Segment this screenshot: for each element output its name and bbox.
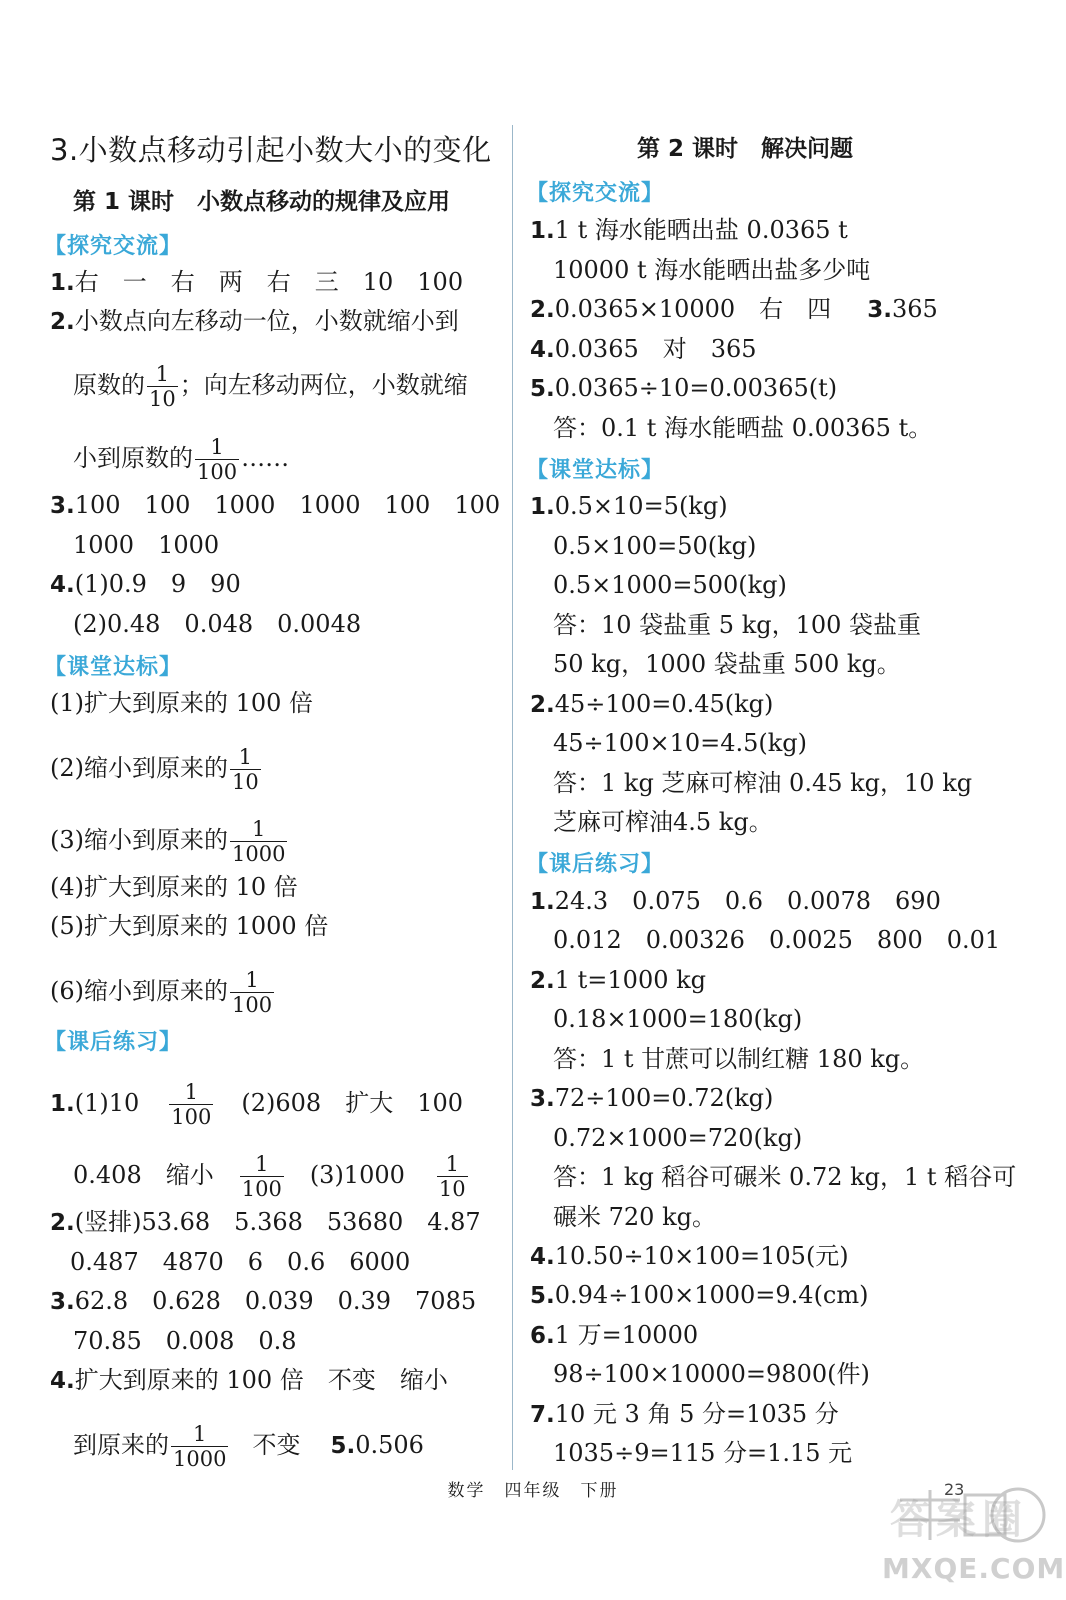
r-after-q2: 2.1 t=1000 kg — [530, 966, 707, 994]
r-explore-q5: 5.0.0365÷10=0.00365(t) — [530, 374, 838, 402]
r-after-q1-line2: 0.012 0.00326 0.0025 800 0.01 — [553, 926, 1001, 954]
r-after-q1: 1.24.3 0.075 0.6 0.0078 690 — [530, 887, 941, 915]
r-after-q3: 3.72÷100=0.72(kg) — [530, 1084, 774, 1112]
r-class-q1-line2: 0.5×100=50(kg) — [553, 532, 757, 560]
fraction: $\frac{1}{100}$ — [197, 435, 238, 484]
r-after-q6-line2: 98÷100×10000=9800(件) — [553, 1360, 870, 1388]
after-q2: 2.(竖排)53.68 5.368 53680 4.87 — [50, 1208, 481, 1236]
r-class-q1-line3: 0.5×1000=500(kg) — [553, 571, 787, 599]
lesson-title-2: 第 2 课时 解决问题 — [637, 136, 854, 162]
right-column — [520, 0, 1066, 1600]
r-explore-q1-line2: 10000 t 海水能晒出盐多少吨 — [553, 256, 871, 284]
class-3: (3)缩小到原来的 $\frac{1}{1000}$ — [50, 817, 286, 866]
r-after-q4: 4.10.50÷10×100=105(元) — [530, 1242, 849, 1270]
class-1: (1)扩大到原来的 100 倍 — [50, 689, 314, 717]
watermark-url: MXQE.COM — [882, 1552, 1066, 1585]
after-q1: 1.(1)10 $\frac{1}{100}$ (2)608 扩大 100 — [50, 1080, 464, 1129]
after-q1-line2: 0.408 缩小 $\frac{1}{100}$ (3)1000 $\frac{1}{10}$ — [73, 1152, 466, 1201]
class-5: (5)扩大到原来的 1000 倍 — [50, 912, 329, 940]
r-class-q2-answer: 答：1 kg 芝麻可榨油 0.45 kg，10 kg — [553, 769, 973, 797]
explore-q4-line2: (2)0.48 0.048 0.0048 — [73, 610, 362, 638]
after-q3-line2: 70.85 0.008 0.8 — [73, 1327, 297, 1355]
left-column — [0, 0, 520, 1600]
tag-class: 【课堂达标】 — [44, 655, 183, 680]
r-explore-q4: 4.0.0365 对 365 — [530, 335, 757, 363]
r-after-q5: 5.0.94÷100×1000=9.4(cm) — [530, 1281, 869, 1309]
r-class-q1: 1.0.5×10=5(kg) — [530, 492, 728, 520]
after-q4: 4.扩大到原来的 100 倍 不变 缩小 — [50, 1366, 448, 1394]
r-explore-q1: 1.1 t 海水能晒出盐 0.0365 t — [530, 216, 848, 244]
fraction: $\frac{1}{100}$ — [241, 1152, 282, 1201]
explore-q2-line2: 原数的 $\frac{1}{10}$ ；向左移动两位，小数就缩 — [73, 362, 468, 411]
section-title: 3.小数点移动引起小数大小的变化 — [50, 133, 492, 167]
tag-after-2: 【课后练习】 — [526, 852, 665, 877]
class-2: (2)缩小到原来的 $\frac{1}{10}$ — [50, 745, 259, 794]
tag-after: 【课后练习】 — [44, 1030, 183, 1055]
explore-q1: 1.右 一 右 两 右 三 10 100 — [50, 268, 464, 296]
r-after-q3-answer2: 碾米 720 kg。 — [553, 1203, 716, 1231]
r-class-q2: 2.45÷100=0.45(kg) — [530, 690, 774, 718]
after-q3: 3.62.8 0.628 0.039 0.39 7085 — [50, 1287, 477, 1315]
explore-q2-line3: 小到原数的 $\frac{1}{100}$ …… — [73, 435, 290, 484]
watermark-brand: 答案圈 — [890, 1497, 1028, 1543]
explore-q4: 4.(1)0.9 9 90 — [50, 570, 241, 598]
fraction: $\frac{1}{1000}$ — [173, 1422, 227, 1471]
r-after-q3-answer: 答：1 kg 稻谷可碾米 0.72 kg，1 t 稻谷可 — [553, 1163, 1017, 1191]
lesson-title: 第 1 课时 小数点移动的规律及应用 — [73, 189, 451, 215]
r-after-q7-line2: 1035÷9=115 分=1.15 元 — [553, 1439, 853, 1467]
fraction: $\frac{1}{100}$ — [171, 1080, 212, 1129]
r-after-q6: 6.1 万=10000 — [530, 1321, 699, 1349]
column-divider — [512, 125, 513, 1470]
r-explore-q5-answer: 答：0.1 t 海水能晒盐 0.00365 t。 — [553, 414, 933, 442]
class-4: (4)扩大到原来的 10 倍 — [50, 873, 298, 901]
class-6: (6)缩小到原来的 $\frac{1}{100}$ — [50, 968, 273, 1017]
after-q2-line2: 0.487 4870 6 0.6 6000 — [70, 1248, 411, 1276]
r-after-q2-line2: 0.18×1000=180(kg) — [553, 1005, 803, 1033]
r-class-q1-answer2: 50 kg，1000 袋盐重 500 kg。 — [553, 650, 901, 678]
explore-q2: 2.小数点向左移动一位，小数就缩小到 — [50, 307, 459, 335]
fraction: $\frac{1}{10}$ — [438, 1152, 466, 1201]
fraction: $\frac{1}{1000}$ — [232, 817, 286, 866]
tag-explore-2: 【探究交流】 — [526, 181, 665, 206]
watermark — [870, 1470, 1066, 1590]
r-class-q2-line2: 45÷100×10=4.5(kg) — [553, 729, 808, 757]
r-class-q2-answer2: 芝麻可榨油4.5 kg。 — [553, 808, 773, 836]
explore-q3: 3.100 100 1000 1000 100 100 — [50, 491, 501, 519]
page-number: 23 — [944, 1480, 965, 1499]
after-q4-line2: 到原来的 $\frac{1}{1000}$ 不变 5.0.506 — [73, 1422, 424, 1471]
fraction: $\frac{1}{10}$ — [232, 745, 259, 794]
r-after-q3-line2: 0.72×1000=720(kg) — [553, 1124, 803, 1152]
explore-q3-line2: 1000 1000 — [73, 531, 220, 559]
tag-class-2: 【课堂达标】 — [526, 458, 665, 483]
r-class-q1-answer: 答：10 袋盐重 5 kg，100 袋盐重 — [553, 611, 922, 639]
r-explore-q2: 2.0.0365×10000 右 四 3.365 — [530, 295, 938, 323]
fraction: $\frac{1}{10}$ — [149, 362, 176, 411]
r-after-q7: 7.10 元 3 角 5 分=1035 分 — [530, 1400, 839, 1428]
tag-explore: 【探究交流】 — [44, 234, 183, 259]
fraction: $\frac{1}{100}$ — [232, 968, 273, 1017]
r-after-q2-answer: 答：1 t 甘蔗可以制红糖 180 kg。 — [553, 1045, 925, 1073]
footer-text: 数学 四年级 下册 — [447, 1481, 619, 1501]
